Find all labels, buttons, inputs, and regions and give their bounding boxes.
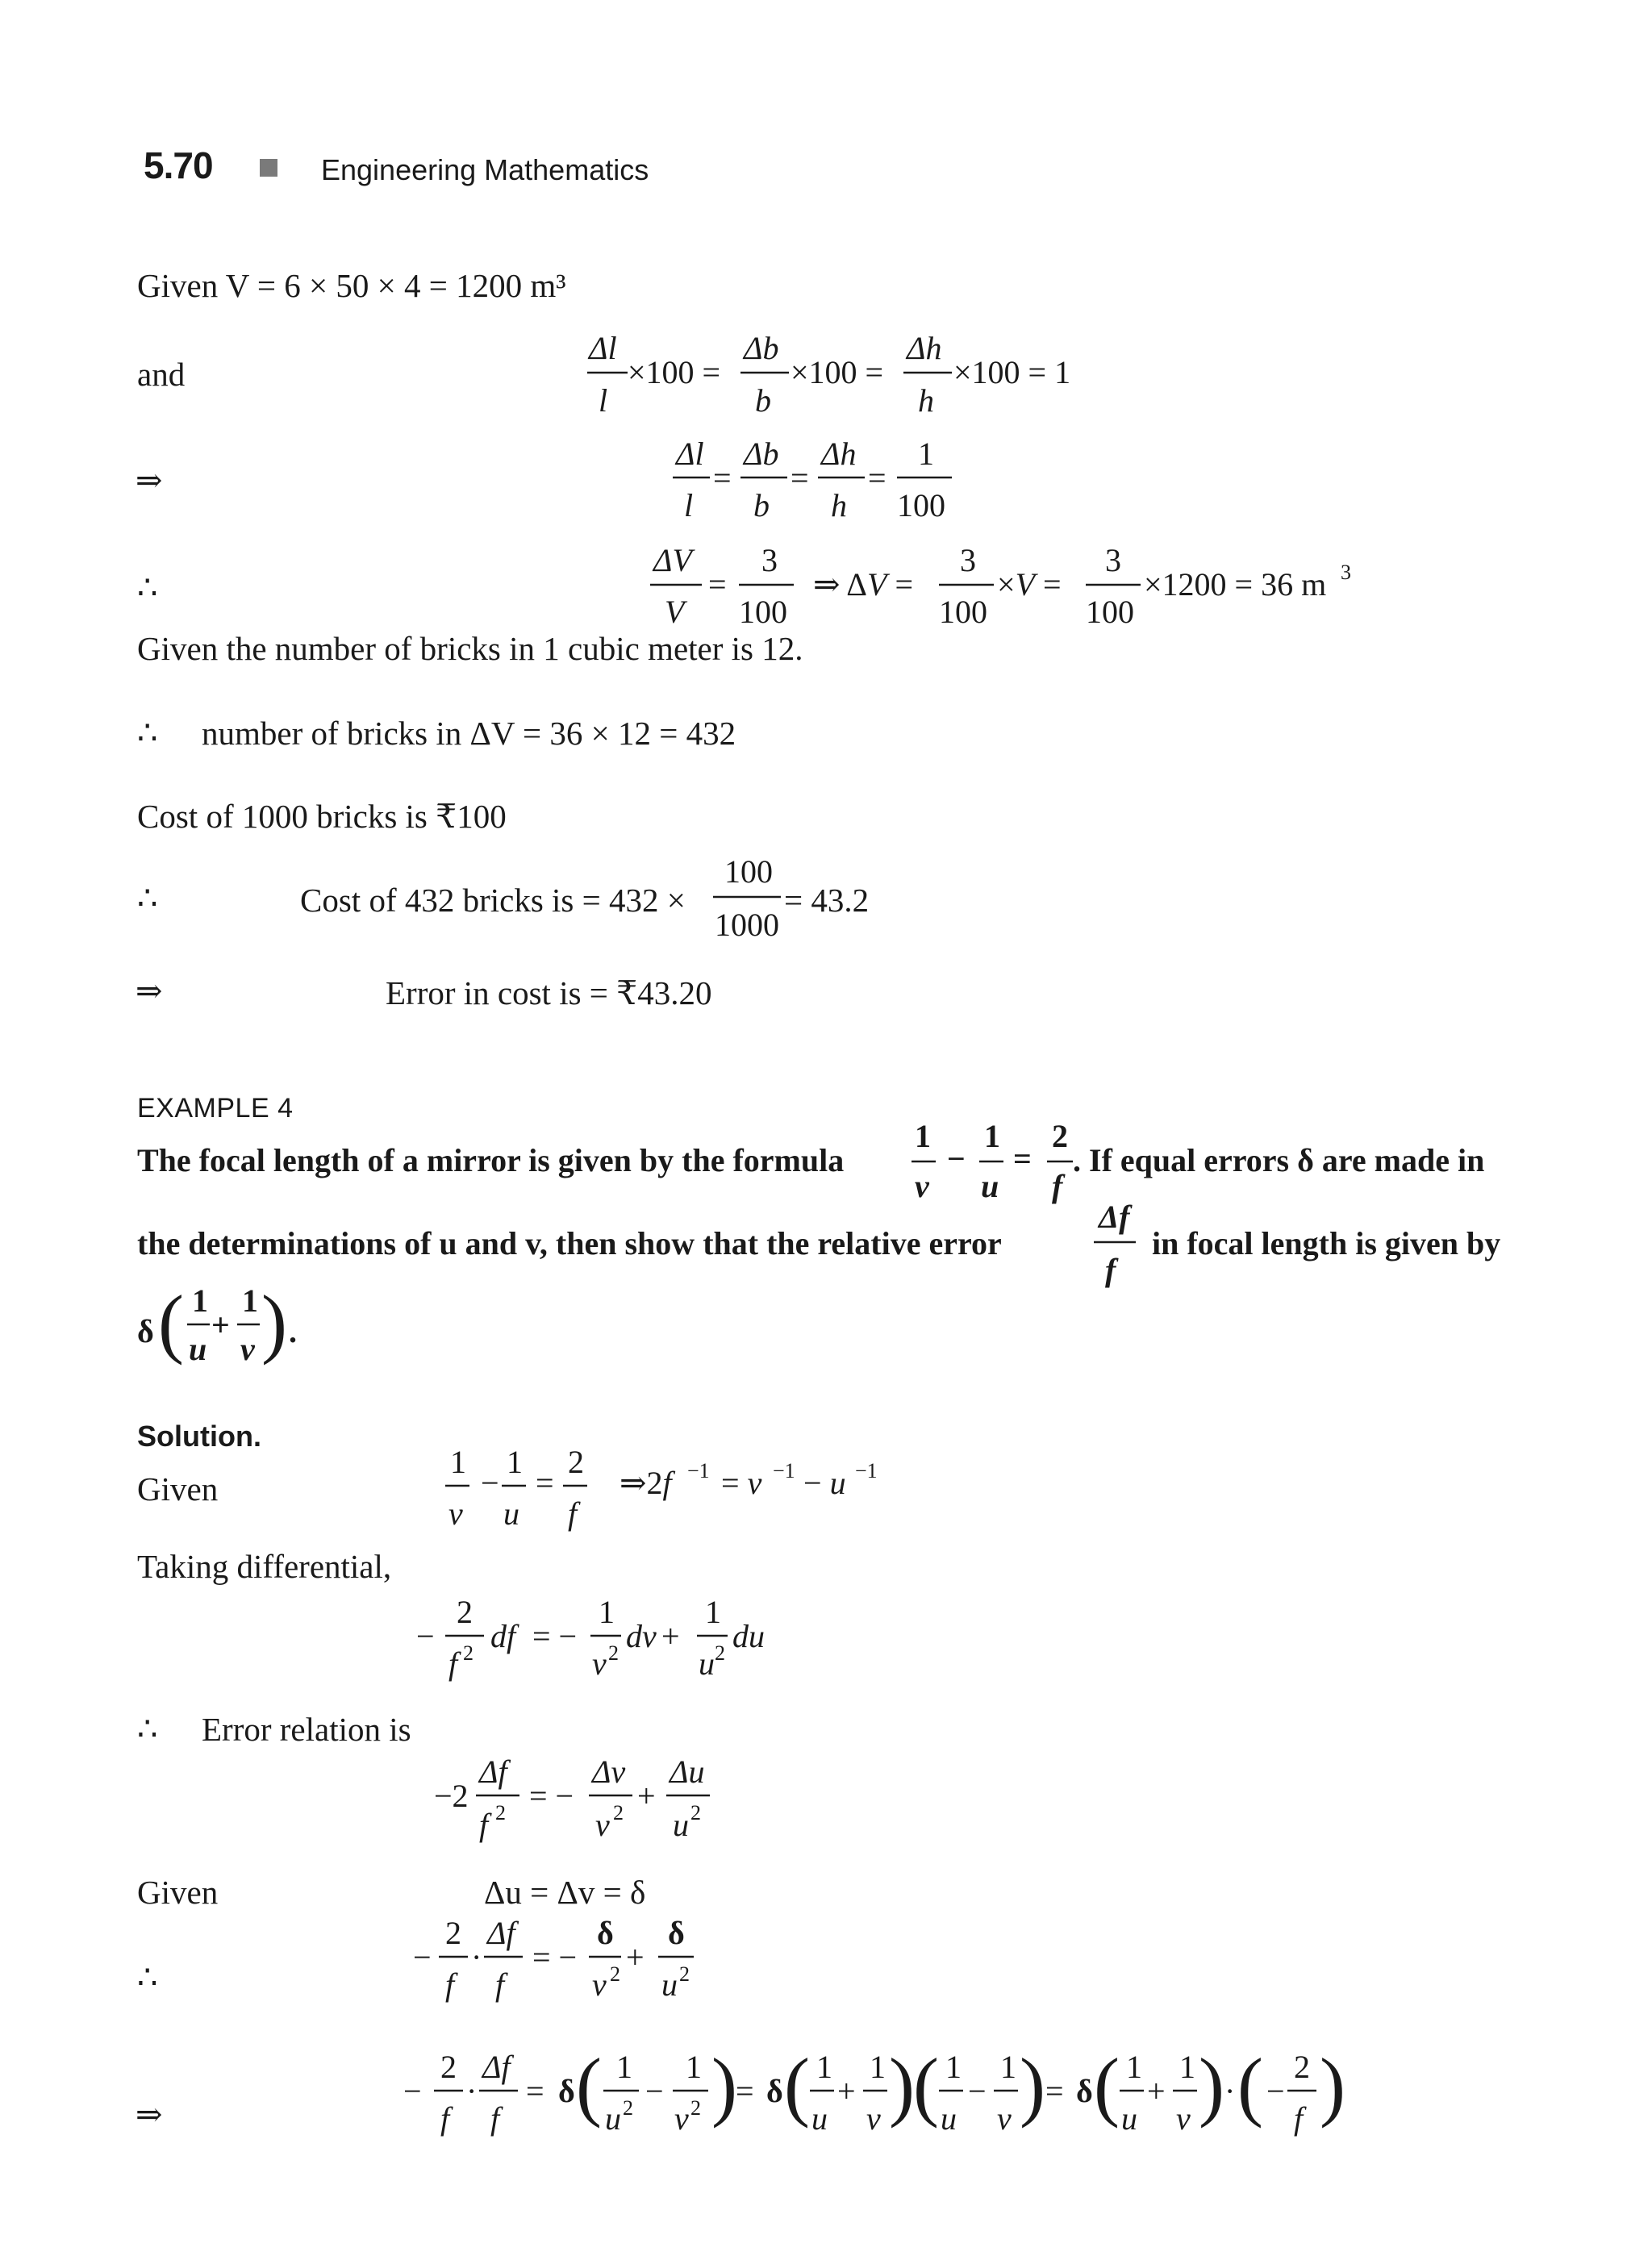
error-relation-label: Error relation is	[202, 1711, 411, 1748]
svg-text:Δv: Δv	[592, 1754, 626, 1790]
problem-line-1: The focal length of a mirror is given by the formula	[137, 1142, 845, 1178]
svg-text:3: 3	[960, 542, 976, 578]
svg-text:f: f	[495, 1966, 505, 2003]
svg-text:100: 100	[724, 853, 773, 890]
svg-text:=: =	[736, 2073, 754, 2109]
svg-text:1: 1	[1000, 2049, 1016, 2085]
svg-text:+: +	[626, 1939, 645, 1975]
problem-line-2: the determinations of u and v, then show that the relative error	[137, 1225, 1002, 1261]
svg-text:−: −	[413, 1939, 432, 1975]
svg-text:3: 3	[1105, 542, 1121, 578]
svg-text:(: (	[576, 2042, 602, 2129]
svg-text:2: 2	[608, 1641, 619, 1665]
problem-line-1-end: . If equal errors δ are made in	[1073, 1142, 1485, 1178]
svg-text:−: −	[645, 2073, 664, 2109]
svg-text:1: 1	[507, 1444, 523, 1480]
svg-text:(: (	[784, 2042, 810, 2129]
svg-text:): )	[1199, 2042, 1224, 2129]
svg-text:f: f	[448, 1645, 458, 1682]
svg-text:v: v	[915, 1168, 929, 1204]
svg-text:=: =	[868, 460, 886, 496]
equal-errors-line: Δu = Δv = δ	[484, 1874, 646, 1911]
svg-text:v: v	[866, 2100, 881, 2137]
therefore-symbol: ∴	[137, 715, 158, 751]
svg-text:u: u	[605, 2100, 621, 2137]
cost-result: = 43.2	[784, 882, 870, 919]
svg-text:v: v	[1176, 2100, 1191, 2137]
page-number: 5.70	[144, 144, 213, 186]
svg-text:δ: δ	[1076, 2073, 1093, 2109]
given-volume-line: Given V = 6 × 50 × 4 = 1200 m³	[137, 267, 566, 304]
example-label: EXAMPLE 4	[137, 1093, 294, 1124]
svg-text:Δu: Δu	[670, 1754, 705, 1790]
svg-text:1: 1	[945, 2049, 962, 2085]
svg-text:Δb: Δb	[744, 330, 779, 366]
cost-of-1000-bricks: Cost of 1000 bricks is ₹100	[137, 798, 507, 835]
svg-text:f: f	[1105, 1252, 1116, 1288]
svg-text:u: u	[189, 1331, 207, 1367]
svg-text:=: =	[1045, 2073, 1064, 2109]
svg-text:1: 1	[870, 2049, 886, 2085]
svg-text:l: l	[599, 382, 608, 419]
svg-text:(: (	[913, 2042, 939, 2129]
svg-text:−: −	[947, 1141, 966, 1177]
svg-text:2: 2	[679, 1962, 690, 1986]
svg-text:u: u	[673, 1807, 689, 1843]
svg-text:): )	[261, 1279, 287, 1366]
svg-text:×100 =: ×100 =	[628, 354, 721, 390]
svg-text:ΔV: ΔV	[653, 542, 692, 578]
svg-text:−1: −1	[855, 1459, 878, 1482]
svg-text:δ: δ	[137, 1313, 154, 1349]
svg-text:2: 2	[690, 1801, 701, 1824]
svg-text:=: =	[526, 2073, 544, 2109]
svg-text:v: v	[595, 1807, 610, 1843]
svg-text:u: u	[699, 1645, 715, 1682]
svg-text:+: +	[837, 2073, 856, 2109]
svg-text:1: 1	[1126, 2049, 1142, 2085]
svg-text:f: f	[445, 1966, 455, 2003]
problem-line-2-end: in focal length is given by	[1152, 1225, 1501, 1261]
svg-text:f: f	[568, 1495, 578, 1532]
svg-text:Δb: Δb	[744, 436, 779, 472]
svg-text:v: v	[997, 2100, 1012, 2137]
svg-text:×100 =: ×100 =	[791, 354, 884, 390]
svg-text:100: 100	[1086, 594, 1134, 630]
svg-text:Δf: Δf	[487, 1915, 515, 1951]
svg-text:du: du	[732, 1618, 765, 1654]
svg-text:=: =	[536, 1465, 554, 1501]
svg-text:= −: = −	[532, 1939, 578, 1975]
svg-text:1: 1	[192, 1282, 208, 1319]
svg-text:2: 2	[440, 2049, 457, 2085]
svg-text:·: ·	[471, 1939, 482, 1975]
svg-text:= v: = v	[721, 1465, 762, 1501]
svg-text:+: +	[1147, 2073, 1166, 2109]
svg-text:−: −	[968, 2073, 987, 2109]
svg-text:−1: −1	[687, 1459, 710, 1482]
svg-text:u: u	[811, 2100, 828, 2137]
given-label: Given	[137, 1874, 219, 1911]
therefore-symbol: ∴	[137, 569, 158, 606]
svg-text:3: 3	[761, 542, 778, 578]
svg-text:b: b	[755, 382, 771, 419]
and-label: and	[137, 356, 186, 393]
svg-text:=: =	[791, 460, 809, 496]
svg-text:.: .	[289, 1313, 297, 1349]
therefore-symbol: ∴	[137, 1959, 158, 1995]
svg-text:2: 2	[715, 1641, 725, 1665]
svg-text:): )	[1020, 2042, 1045, 2129]
svg-text:v: v	[674, 2100, 689, 2137]
svg-text:u: u	[981, 1168, 999, 1204]
svg-text:l: l	[684, 487, 694, 523]
implies-symbol: ⇒	[136, 2096, 163, 2133]
bricks-in-delta-v: number of bricks in ΔV = 36 × 12 = 432	[202, 715, 736, 752]
taking-differential-label: Taking differential,	[137, 1548, 392, 1585]
given-label: Given	[137, 1470, 219, 1507]
svg-text:2: 2	[610, 1962, 620, 1986]
svg-text:−: −	[481, 1465, 499, 1501]
svg-text:f: f	[479, 1807, 489, 1843]
svg-text:1: 1	[1179, 2049, 1195, 2085]
svg-text:−: −	[416, 1618, 435, 1654]
svg-text:v: v	[592, 1966, 607, 2003]
svg-text:u: u	[503, 1495, 519, 1532]
svg-text:df: df	[490, 1618, 516, 1654]
svg-text:1: 1	[915, 1118, 931, 1154]
svg-text:=: =	[708, 566, 727, 603]
svg-text:2: 2	[690, 2096, 701, 2120]
svg-text:1: 1	[616, 2049, 632, 2085]
svg-text:+: +	[211, 1307, 230, 1343]
svg-text:Δl: Δl	[676, 436, 704, 472]
svg-text:): )	[711, 2042, 737, 2129]
svg-text:−: −	[1266, 2073, 1285, 2109]
svg-text:(: (	[158, 1279, 184, 1366]
svg-text:2: 2	[463, 1641, 473, 1665]
svg-text:V: V	[665, 594, 685, 630]
svg-text:δ: δ	[668, 1915, 685, 1951]
implies-symbol: ⇒	[136, 973, 163, 1009]
svg-text:2: 2	[613, 1801, 624, 1824]
svg-text:h: h	[831, 487, 847, 523]
svg-text:Δf: Δf	[1099, 1199, 1130, 1235]
svg-text:u: u	[661, 1966, 678, 2003]
svg-text:u: u	[1121, 2100, 1137, 2137]
svg-text:δ: δ	[597, 1915, 614, 1951]
svg-text:f: f	[1052, 1168, 1063, 1204]
book-title: Engineering Mathematics	[321, 153, 649, 186]
svg-text:2: 2	[568, 1444, 584, 1480]
svg-text:1: 1	[984, 1118, 1000, 1154]
svg-text:2: 2	[445, 1915, 461, 1951]
svg-text:·: ·	[466, 2073, 478, 2109]
svg-text:⇒2f: ⇒2f	[620, 1465, 672, 1501]
therefore-symbol: ∴	[137, 1711, 158, 1747]
svg-text:Δh: Δh	[821, 436, 857, 472]
bricks-per-cubic-meter: Given the number of bricks in 1 cubic meter is 12.	[137, 630, 803, 667]
svg-text:v: v	[448, 1495, 463, 1532]
svg-text:=: =	[713, 460, 732, 496]
svg-text:− u: − u	[803, 1465, 846, 1501]
svg-text:3: 3	[1341, 561, 1351, 584]
svg-text:×100 = 1: ×100 = 1	[953, 354, 1071, 390]
svg-text:f: f	[440, 2100, 450, 2137]
svg-text:(: (	[1237, 2042, 1263, 2129]
svg-text:1: 1	[599, 1594, 615, 1630]
svg-text:100: 100	[939, 594, 987, 630]
svg-text:): )	[1320, 2042, 1345, 2129]
implies-symbol: ⇒	[136, 462, 163, 498]
svg-text:δ: δ	[766, 2073, 783, 2109]
svg-text:b: b	[753, 487, 770, 523]
svg-text:1: 1	[816, 2049, 832, 2085]
svg-text:×1200 = 36 m: ×1200 = 36 m	[1144, 566, 1327, 603]
svg-text:Δl: Δl	[589, 330, 617, 366]
svg-text:⇒ ΔV =: ⇒ ΔV =	[813, 566, 914, 603]
cost-of-432-bricks: Cost of 432 bricks is = 432 ×	[300, 882, 686, 919]
svg-text:×V =: ×V =	[997, 566, 1062, 603]
svg-text:2: 2	[623, 2096, 633, 2120]
svg-text:·: ·	[1224, 2073, 1236, 2109]
svg-text:2: 2	[1294, 2049, 1310, 2085]
svg-text:f: f	[1294, 2100, 1304, 2137]
svg-text:1: 1	[450, 1444, 466, 1480]
svg-text:1: 1	[918, 436, 934, 472]
svg-text:2: 2	[495, 1801, 506, 1824]
svg-text:100: 100	[739, 594, 787, 630]
svg-text:1: 1	[686, 2049, 702, 2085]
svg-text:Δh: Δh	[907, 330, 942, 366]
svg-text:2: 2	[1052, 1118, 1068, 1154]
svg-text:+: +	[661, 1618, 680, 1654]
svg-text:= −: = −	[529, 1778, 574, 1814]
svg-text:100: 100	[897, 487, 945, 523]
error-in-cost: Error in cost is = ₹43.20	[386, 974, 712, 1011]
svg-text:+: +	[637, 1778, 656, 1814]
svg-text:1: 1	[705, 1594, 721, 1630]
svg-text:1: 1	[242, 1282, 258, 1319]
svg-text:v: v	[592, 1645, 607, 1682]
svg-text:f: f	[490, 2100, 500, 2137]
svg-text:−1: −1	[773, 1459, 795, 1482]
svg-text:−: −	[403, 2073, 422, 2109]
svg-text:v: v	[240, 1331, 255, 1367]
svg-text:δ: δ	[558, 2073, 575, 2109]
svg-text:1000: 1000	[715, 907, 779, 943]
solution-label: Solution.	[137, 1420, 261, 1453]
svg-text:= −: = −	[532, 1618, 578, 1654]
svg-text:Δf: Δf	[479, 1754, 507, 1790]
svg-text:u: u	[941, 2100, 957, 2137]
svg-text:=: =	[1013, 1141, 1032, 1177]
therefore-symbol: ∴	[137, 880, 158, 916]
svg-text:): )	[889, 2042, 915, 2129]
svg-text:2: 2	[457, 1594, 473, 1630]
svg-text:dv: dv	[626, 1618, 657, 1654]
svg-text:−2: −2	[434, 1778, 469, 1814]
svg-text:(: (	[1094, 2042, 1120, 2129]
svg-text:Δf: Δf	[482, 2049, 511, 2085]
svg-text:h: h	[918, 382, 934, 419]
